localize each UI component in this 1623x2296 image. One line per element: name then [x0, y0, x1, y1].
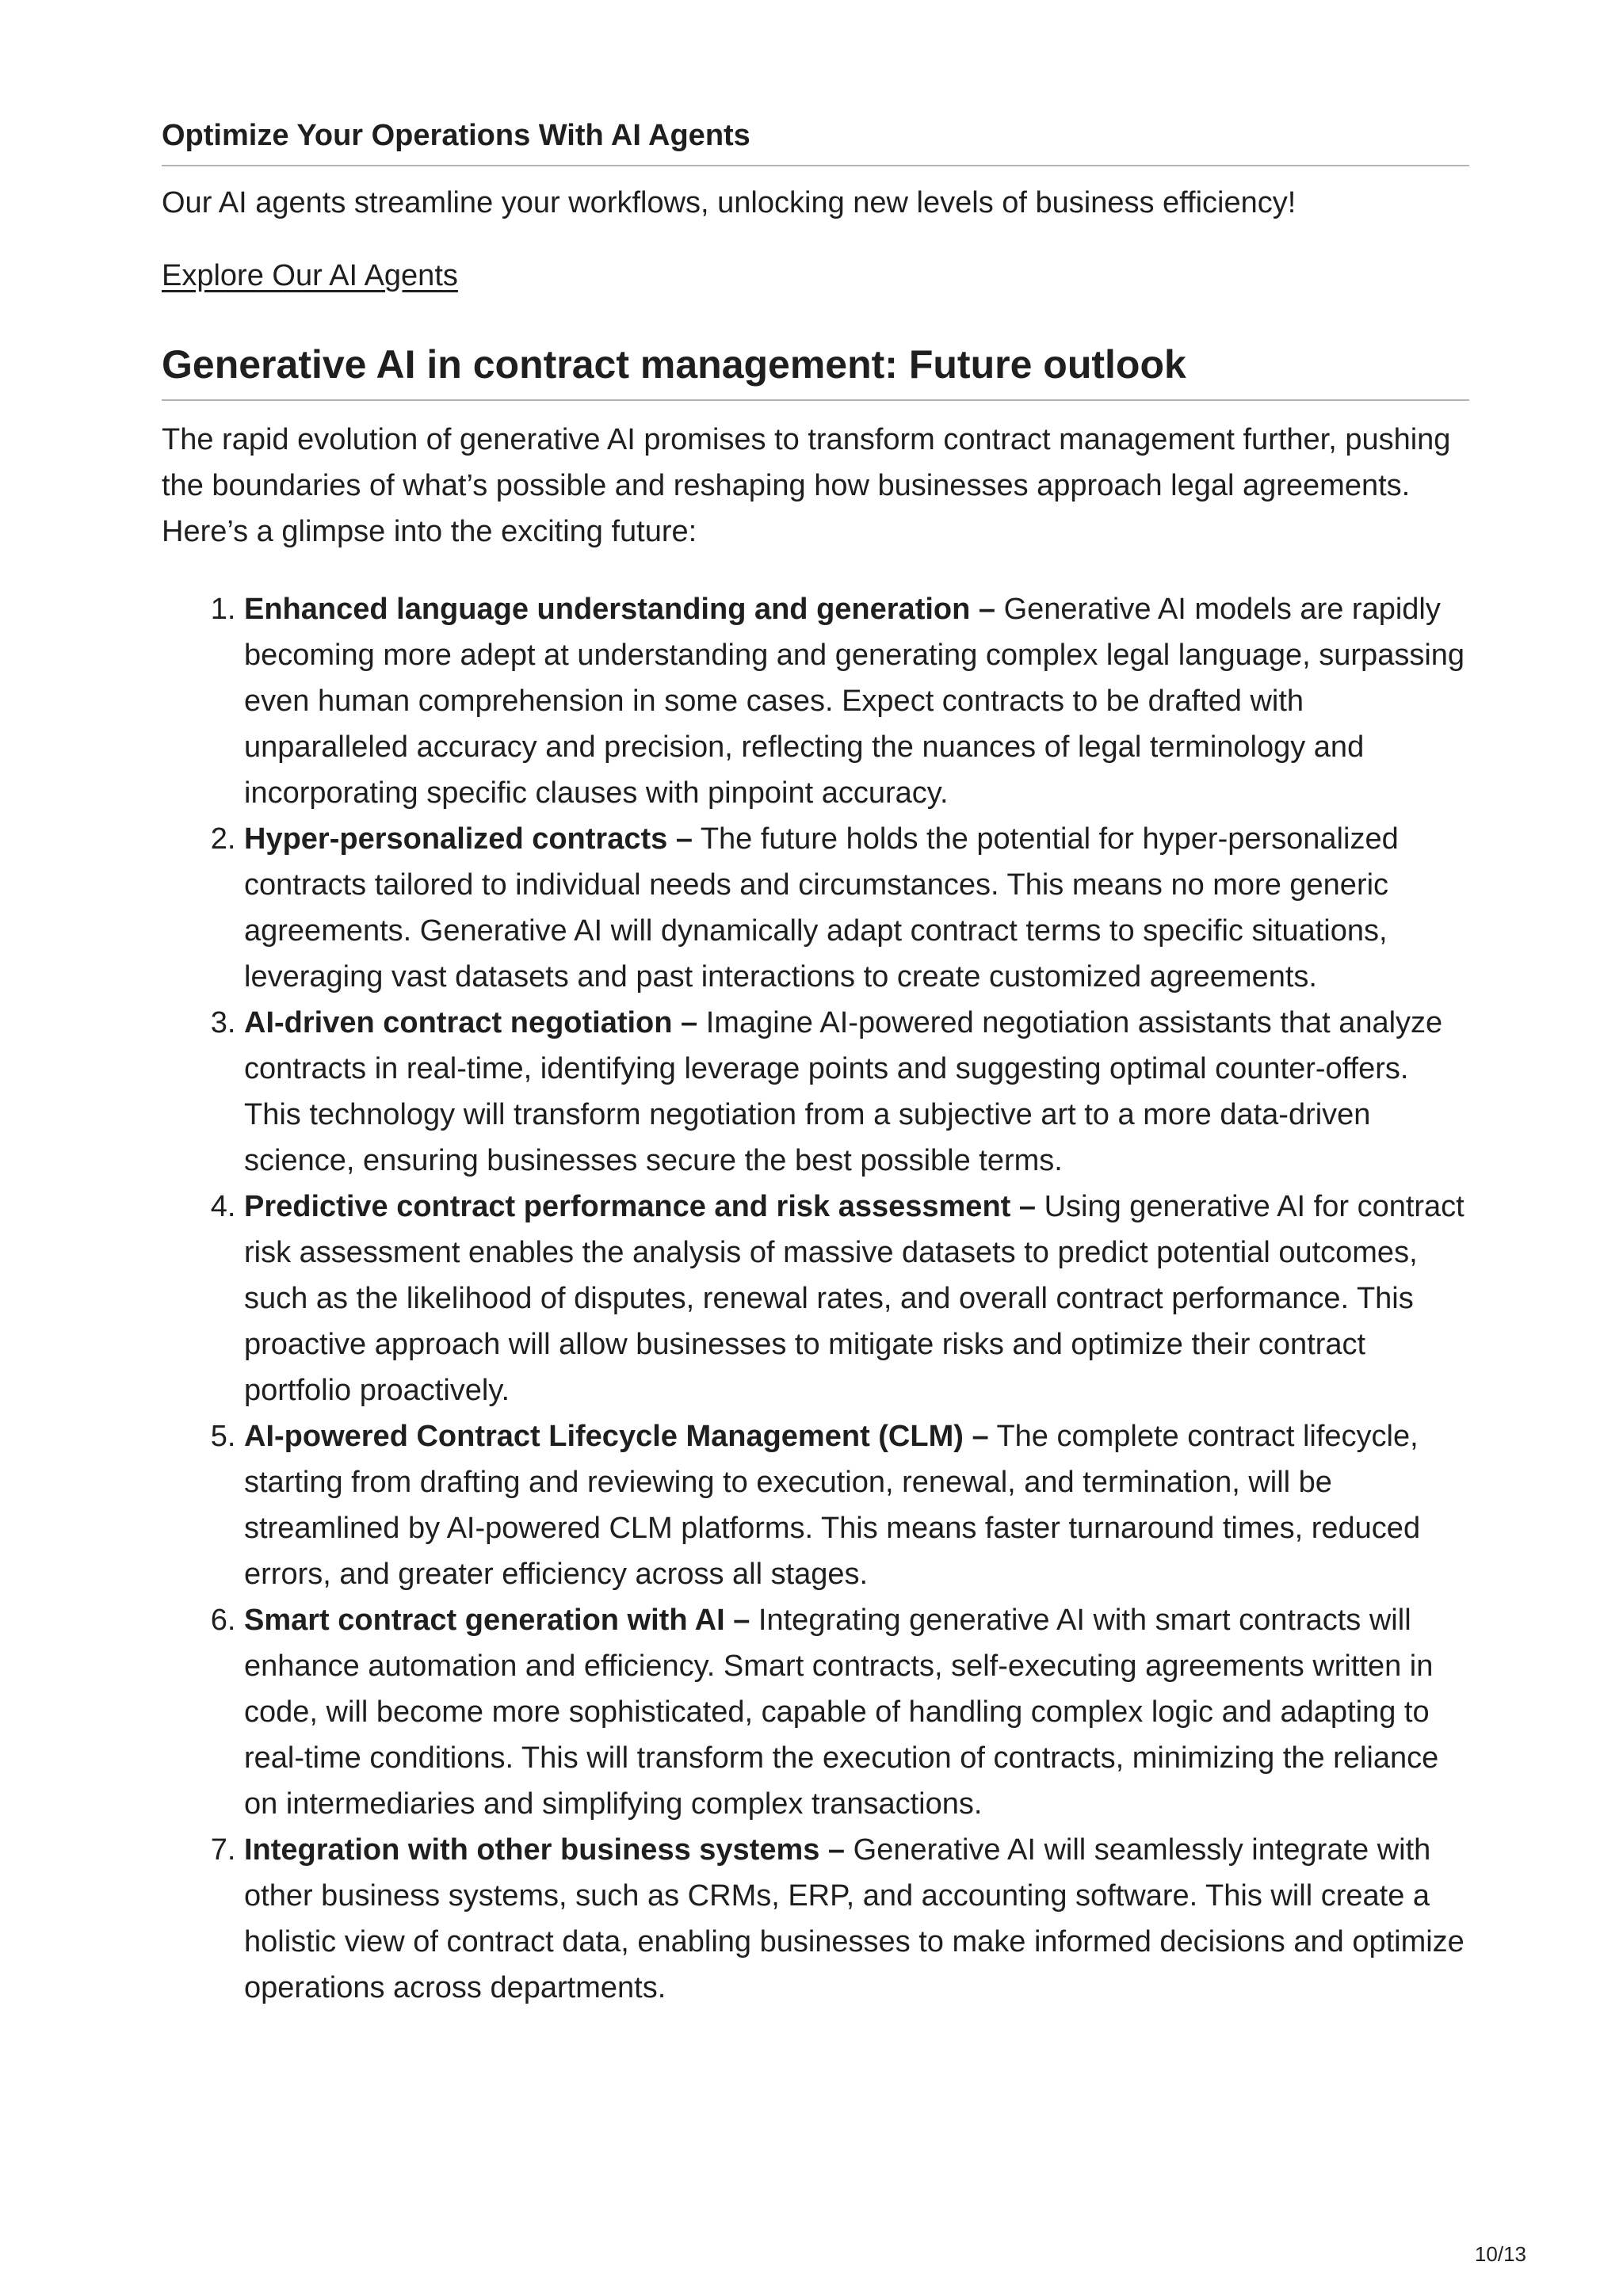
list-item-title: Hyper-personalized contracts –	[244, 822, 693, 856]
list-item-body: Generative AI models are rapidly becoming more adept at understanding and generating complex legal language, surpassing even human comprehension in some cases. Expect contracts to be drafted with unparalleled accuracy and precision, reflecting the nuances of legal terminology and incorporating specific clauses with pinpoint accuracy.	[244, 593, 1465, 810]
list-item-title: Predictive contract performance and risk assessment –	[244, 1190, 1037, 1223]
list-item	[244, 816, 1469, 1000]
list-item-body: Using generative AI for contract risk assessment enables the analysis of massive datasets to predict potential outcomes, such as the likelihood of disputes, renewal rates, and overall contract performance. This proactive approach will allow businesses to mitigate risks and optimize their contract portfolio proactively.	[244, 1190, 1465, 1407]
list-item-body: Generative AI will seamlessly integrate with other business systems, such as CRMs, ERP, and accounting software. This will create a holistic view of contract data, enabling businesses to make informed decisions and optimize operations across departments.	[244, 1833, 1465, 2004]
list-item-title: AI-powered Contract Lifecycle Management (CLM) –	[244, 1420, 989, 1453]
list-item-title: AI-driven contract negotiation –	[244, 1006, 698, 1039]
page-number: 10/13	[1474, 2242, 1526, 2266]
list-item	[244, 1597, 1469, 1827]
list-item	[244, 1827, 1469, 2011]
list-item-body: Imagine AI-powered negotiation assistants that analyze contracts in real-time, identifying leverage points and suggesting optimal counter-offers. This technology will transform negotiation from a subjective art to a more data-driven science, ensuring businesses secure the best possible terms.	[244, 1006, 1443, 1177]
section-title: Generative AI in contract management: Future outlook	[162, 339, 1469, 401]
list-item-title: Smart contract generation with AI –	[244, 1604, 750, 1637]
page-content	[162, 116, 1469, 2011]
section-intro: The rapid evolution of generative AI promises to transform contract management further, pushing the boundaries of what’s possible and reshaping how businesses approach legal agreements. Here’s a glimpse into the exciting future:	[162, 423, 1451, 548]
list-item-body: The future holds the potential for hyper-personalized contracts tailored to individual needs and circumstances. This means no more generic agreements. Generative AI will dynamically adapt contract terms to specific situations, leveraging vast datasets and past interactions to create customized agreements.	[244, 822, 1399, 994]
list-item	[244, 1184, 1469, 1413]
list-item-body: The complete contract lifecycle, starting from drafting and reviewing to execution, renewal, and termination, will be streamlined by AI-powered CLM platforms. This means faster turnaround times, reduced errors, and greater efficiency across all stages.	[244, 1420, 1421, 1591]
list-item-title: Enhanced language understanding and generation –	[244, 593, 996, 626]
list-item	[244, 1413, 1469, 1597]
future-outlook-list	[162, 586, 1469, 2011]
list-item-body: Integrating generative AI with smart contracts will enhance automation and efficiency. Smart contracts, self-executing agreements written in code, will become more sophisticated, capable of handling complex logic and adapting to real-time conditions. This will transform the execution of contracts, minimizing the reliance on intermediaries and simplifying complex transactions.	[244, 1604, 1439, 1821]
list-item	[244, 586, 1469, 816]
cta-heading: Optimize Your Operations With AI Agents	[162, 116, 1469, 166]
list-item-title: Integration with other business systems –	[244, 1833, 846, 1867]
cta-text: Our AI agents streamline your workflows, unlocking new levels of business efficiency!	[162, 186, 1296, 219]
list-item	[244, 1000, 1469, 1184]
explore-ai-agents-link[interactable]: Explore Our AI Agents	[162, 259, 458, 292]
